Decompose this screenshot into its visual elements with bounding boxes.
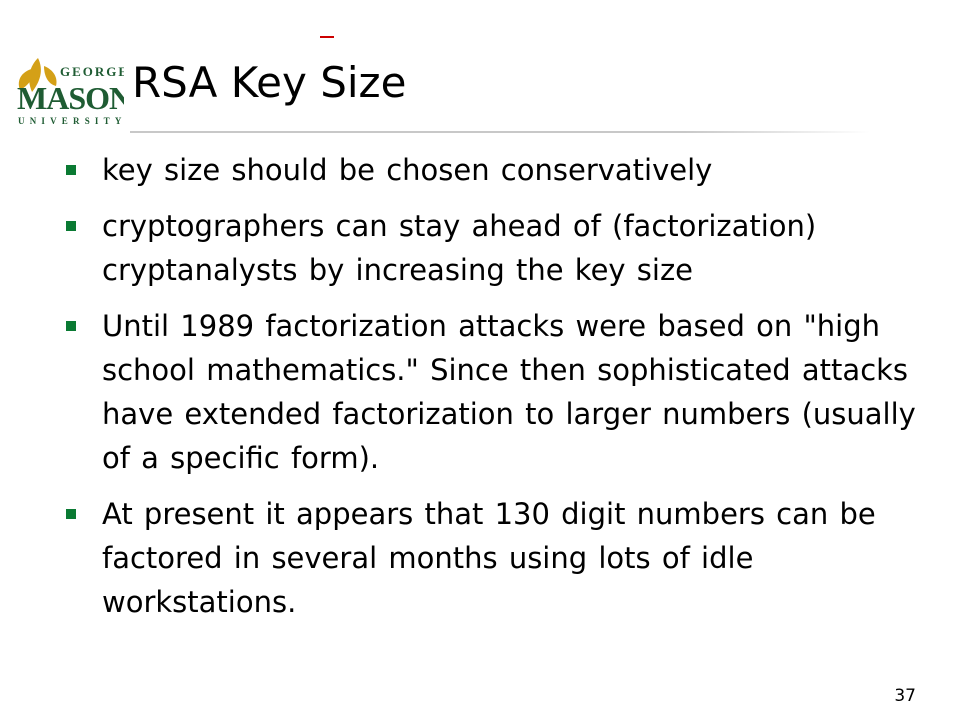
logo-george-text: GEORGE xyxy=(60,64,124,79)
page-number: 37 xyxy=(894,686,916,706)
title-divider xyxy=(130,131,870,133)
bullet-text: cryptographers can stay ahead of (factorization) cryptanalysts by increasing the key size xyxy=(102,209,817,287)
red-accent-mark xyxy=(320,36,334,38)
university-logo xyxy=(14,52,124,132)
logo-university-text: UNIVERSITY xyxy=(18,116,124,126)
square-bullet-icon xyxy=(66,509,76,519)
square-bullet-icon xyxy=(66,165,76,175)
square-bullet-icon xyxy=(66,221,76,231)
list-item xyxy=(66,148,926,192)
logo-mason-text: MASON xyxy=(17,80,124,116)
bullet-text: At present it appears that 130 digit numbers can be factored in several months using lots of idle workstations. xyxy=(102,497,876,619)
bullet-text: Until 1989 factorization attacks were based on "high school mathematics." Since then sophisticated attacks have extended factorization to larger numbers (usually of a specific form). xyxy=(102,309,916,475)
slide-title: RSA Key Size xyxy=(132,58,407,107)
bullet-list xyxy=(66,148,926,636)
logo-graphic xyxy=(14,52,124,132)
list-item xyxy=(66,492,926,624)
list-item xyxy=(66,204,926,292)
square-bullet-icon xyxy=(66,321,76,331)
list-item xyxy=(66,304,926,480)
bullet-text: key size should be chosen conservatively xyxy=(102,153,713,187)
